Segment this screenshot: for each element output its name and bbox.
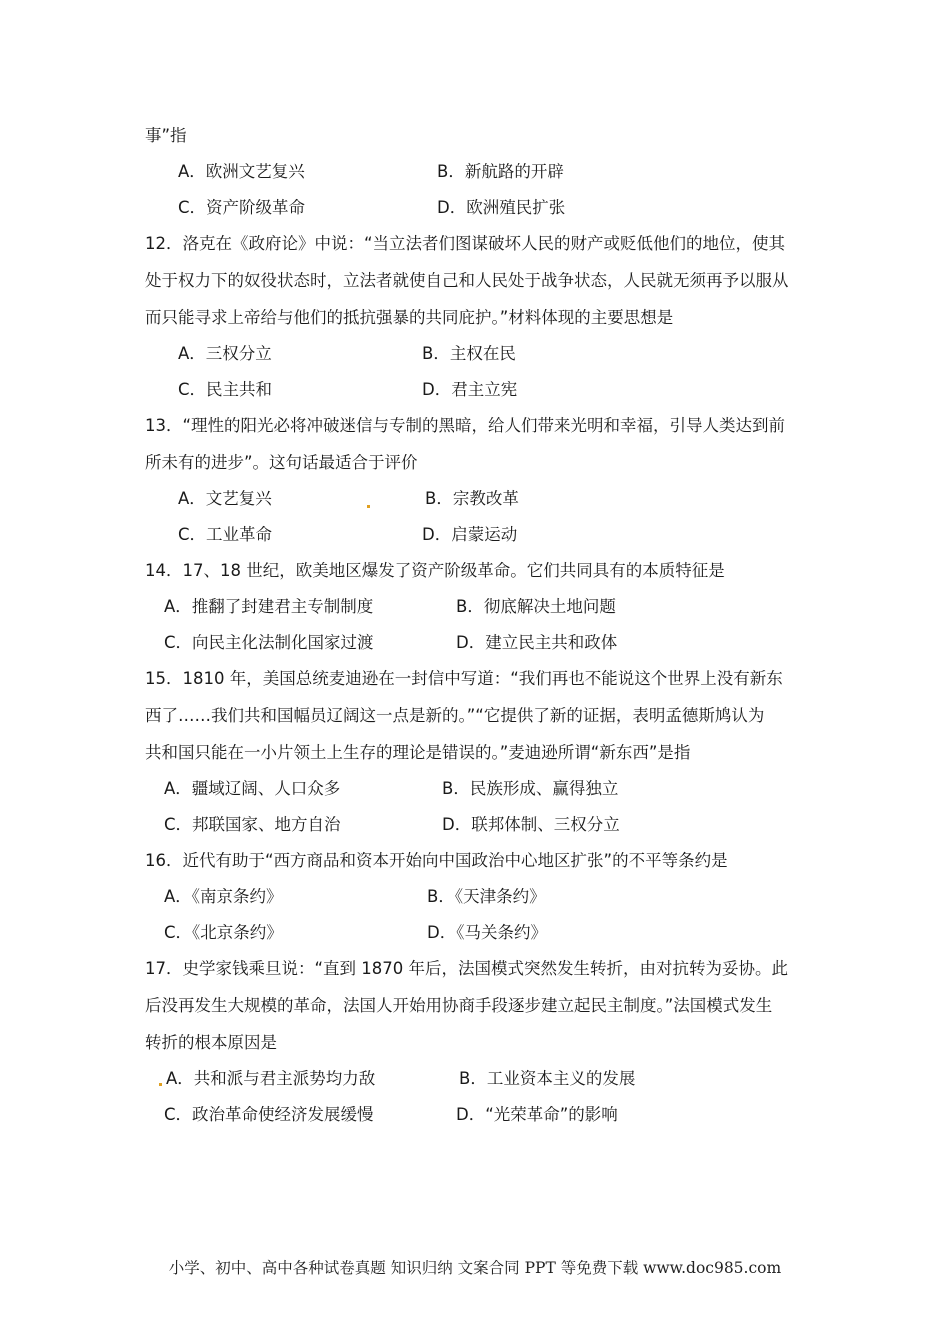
q16-option-d: D．《马关条约》 — [427, 923, 547, 942]
q17-option-b: B．工业资本主义的发展 — [459, 1069, 636, 1088]
q16-option-a: A．《南京条约》 — [164, 887, 283, 906]
q14-option-d: D．建立民主共和政体 — [456, 633, 618, 652]
q13-line-2: 所未有的进步”。这句话最适合于评价 — [145, 453, 418, 472]
q13-option-d: D．启蒙运动 — [422, 525, 518, 544]
q11-option-c: C．资产阶级革命 — [178, 198, 306, 217]
q11-tail: 事”指 — [145, 126, 187, 145]
q17-line-3: 转折的根本原因是 — [145, 1033, 277, 1052]
q13-option-c: C．工业革命 — [178, 525, 273, 544]
page-footer: 小学、初中、高中各种试卷真题 知识归纳 文案合同 PPT 等免费下载 www.doc985.com — [168, 1259, 782, 1277]
q16-option-b: B．《天津条约》 — [427, 887, 546, 906]
q11-option-a: A．欧洲文艺复兴 — [178, 162, 305, 181]
q15-line-3: 共和国只能在一小片领土上生存的理论是错误的。”麦迪逊所谓“新东西”是指 — [145, 743, 691, 762]
q15-option-b: B．民族形成、赢得独立 — [442, 779, 619, 798]
q12-option-d: D．君主立宪 — [422, 380, 518, 399]
q14-option-a: A．推翻了封建君主专制制度 — [164, 597, 374, 616]
q15-option-a: A．疆域辽阔、人口众多 — [164, 779, 341, 798]
q13-line-1: 13．“理性的阳光必将冲破迷信与专制的黑暗，给人们带来光明和幸福，引导人类达到前 — [145, 416, 786, 435]
q17-option-a: A．共和派与君主派势均力敌 — [166, 1069, 376, 1088]
q12-line-3: 而只能寻求上帝给与他们的抵抗强暴的共同庇护。”材料体现的主要思想是 — [145, 308, 674, 327]
q11-option-b: B．新航路的开辟 — [437, 162, 564, 181]
q14-line-1: 14．17、18 世纪，欧美地区爆发了资产阶级革命。它们共同具有的本质特征是 — [145, 561, 725, 580]
q14-option-c: C．向民主化法制化国家过渡 — [164, 633, 374, 652]
q12-option-a: A．三权分立 — [178, 344, 272, 363]
q13-option-b: B．宗教改革 — [425, 489, 519, 508]
q11-option-d: D．欧洲殖民扩张 — [437, 198, 566, 217]
q17-option-c: C．政治革命使经济发展缓慢 — [164, 1105, 374, 1124]
q16-option-c: C．《北京条约》 — [164, 923, 283, 942]
q17-option-d: D．“光荣革命”的影响 — [456, 1105, 618, 1124]
q13-option-a: A．文艺复兴 — [178, 489, 272, 508]
stray-mark — [367, 505, 370, 508]
q15-line-1: 15．1810 年，美国总统麦迪逊在一封信中写道：“我们再也不能说这个世界上没有新东 — [145, 669, 783, 688]
q15-line-2: 西了……我们共和国幅员辽阔这一点是新的。”“它提供了新的证据，表明孟德斯鸠认为 — [145, 706, 765, 725]
stray-mark-2 — [159, 1083, 162, 1086]
q12-option-b: B．主权在民 — [422, 344, 516, 363]
q15-option-c: C．邦联国家、地方自治 — [164, 815, 341, 834]
q16-line-1: 16．近代有助于“西方商品和资本开始向中国政治中心地区扩张”的不平等条约是 — [145, 851, 728, 870]
q12-line-2: 处于权力下的奴役状态时，立法者就使自己和人民处于战争状态，人民就无须再予以服从 — [145, 271, 789, 290]
q17-line-1: 17．史学家钱乘旦说：“直到 1870 年后，法国模式突然发生转折，由对抗转为妥协。此 — [145, 959, 789, 978]
q14-option-b: B．彻底解决土地问题 — [456, 597, 616, 616]
q15-option-d: D．联邦体制、三权分立 — [442, 815, 620, 834]
q12-line-1: 12．洛克在《政府论》中说：“当立法者们图谋破坏人民的财产或贬低他们的地位，使其 — [145, 234, 786, 253]
q12-option-c: C．民主共和 — [178, 380, 273, 399]
q17-line-2: 后没再发生大规模的革命，法国人开始用协商手段逐步建立起民主制度。”法国模式发生 — [145, 996, 773, 1015]
